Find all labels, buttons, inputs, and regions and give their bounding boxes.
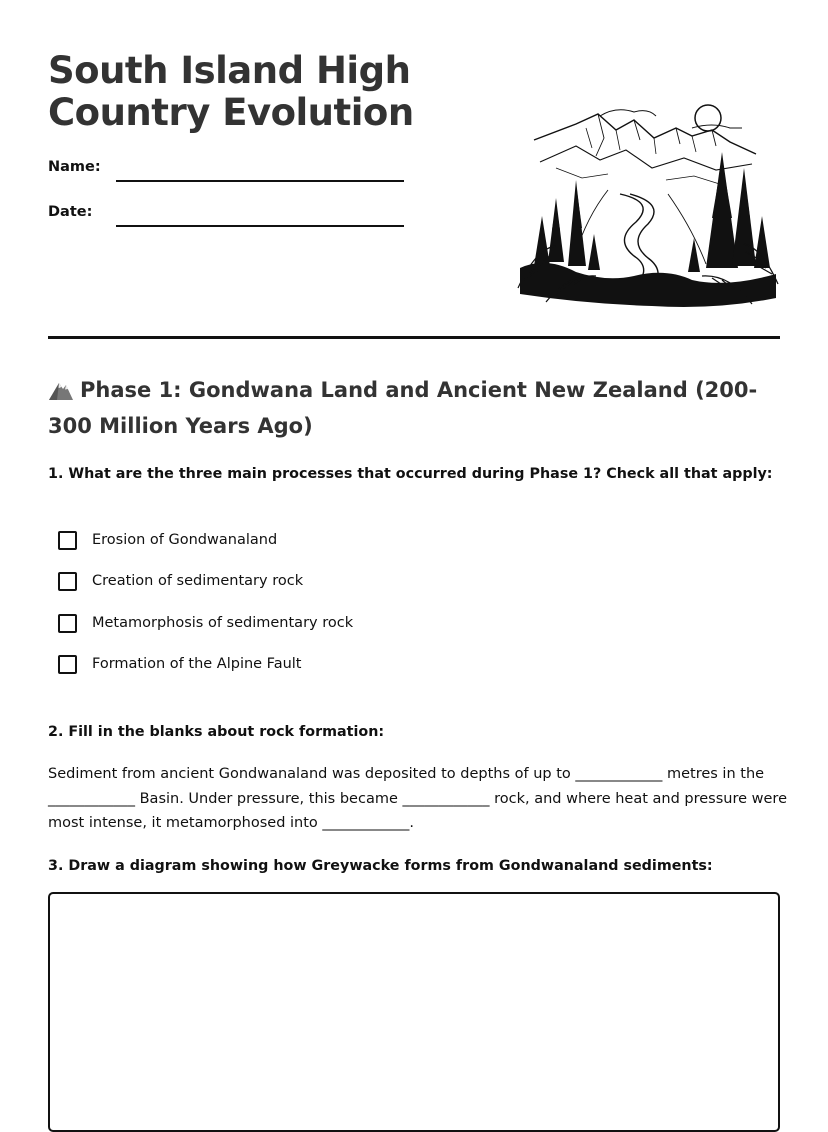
checkbox-label: Erosion of Gondwanaland bbox=[92, 532, 278, 548]
title-line-1: South Island High bbox=[48, 49, 411, 92]
fill-in-blanks-paragraph[interactable]: Sediment from ancient Gondwanaland was deposited to depths of up to ____________ metres in the ____________ Basin. Under pressure, this became ____________ rock, and where heat and pressure were most intense, it metamorphosed into ____________. bbox=[48, 766, 787, 831]
checkbox[interactable] bbox=[58, 531, 77, 550]
date-label: Date: bbox=[48, 204, 93, 220]
checkbox-label: Formation of the Alpine Fault bbox=[92, 656, 302, 672]
mountain-landscape-illustration bbox=[516, 98, 780, 312]
checkbox-option-4[interactable] bbox=[58, 652, 302, 676]
date-field[interactable] bbox=[116, 225, 404, 227]
title-line-2: Country Evolution bbox=[48, 91, 414, 134]
phase-1-heading bbox=[48, 372, 788, 444]
checkbox-option-1[interactable] bbox=[58, 528, 277, 552]
name-label: Name: bbox=[48, 159, 101, 175]
checkbox-option-3[interactable] bbox=[58, 611, 353, 635]
worksheet-title bbox=[48, 50, 468, 134]
question-2: 2. Fill in the blanks about rock formation: bbox=[48, 724, 385, 740]
mountain-icon bbox=[48, 379, 74, 401]
diagram-drawing-area[interactable] bbox=[48, 892, 780, 1132]
checkbox-label: Metamorphosis of sedimentary rock bbox=[92, 615, 354, 631]
checkbox[interactable] bbox=[58, 655, 77, 674]
name-field[interactable] bbox=[116, 180, 404, 182]
header-divider bbox=[48, 336, 780, 339]
phase-1-heading-text: Phase 1: Gondwana Land and Ancient New Zealand (200-300 Million Years Ago) bbox=[48, 378, 758, 438]
checkbox-option-2[interactable] bbox=[58, 569, 303, 593]
checkbox[interactable] bbox=[58, 572, 77, 591]
checkbox-label: Creation of sedimentary rock bbox=[92, 573, 304, 589]
checkbox[interactable] bbox=[58, 614, 77, 633]
question-3: 3. Draw a diagram showing how Greywacke forms from Gondwanaland sediments: bbox=[48, 858, 713, 874]
question-1: 1. What are the three main processes that occurred during Phase 1? Check all that apply: bbox=[48, 466, 773, 482]
